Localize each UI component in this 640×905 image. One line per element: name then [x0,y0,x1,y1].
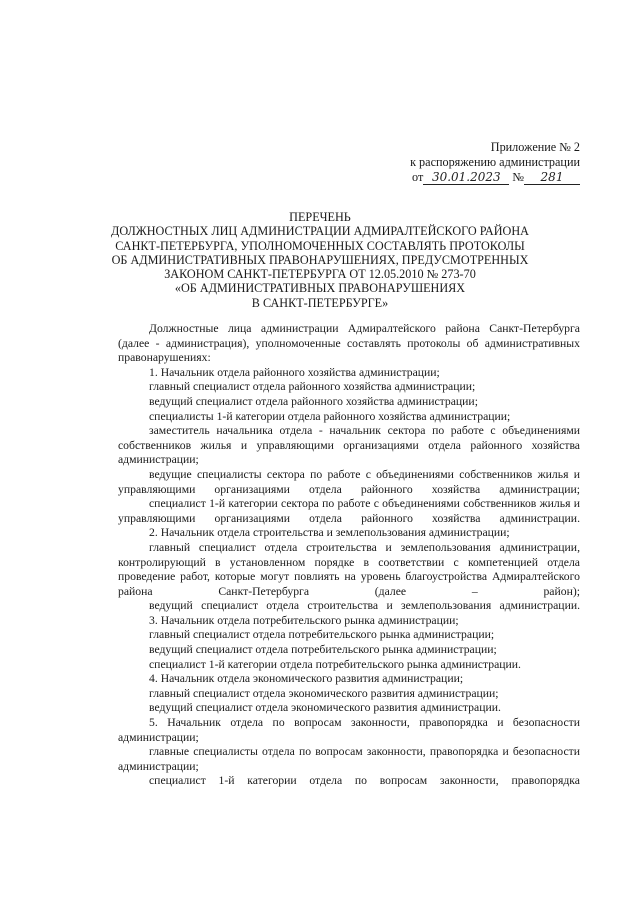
document-title [110,210,530,310]
list-item: 1. Начальник отдела районного хозяйства администрации; [149,365,440,379]
number-prefix: № [512,170,524,184]
document-body [118,322,580,789]
title-line: В САНКТ-ПЕТЕРБУРГЕ» [251,295,389,310]
list-item: главный специалист отдела районного хозяйства администрации; [149,380,476,394]
list-item: специалист 1-й категории отдела по вопросам законности, правопорядка [149,774,580,788]
intro-paragraph: Должностные лица администрации Адмиралтейского района Санкт-Петербурга (далее - администрация), уполномоченные составлять протоколы об административных правонарушениях: [118,322,580,365]
appendix-reference: к распоряжению администрации [410,155,580,169]
list-item: 2. Начальник отдела строительства и землепользования администрации; [149,526,510,540]
list-item: специалист 1-й категории отдела потребительского рынка администрации. [149,657,521,671]
list-item: ведущий специалист отдела строительства и землепользования администрации. [149,599,580,613]
title-line: САНКТ-ПЕТЕРБУРГА, УПОЛНОМОЧЕННЫХ СОСТАВЛЯТЬ ПРОТОКОЛЫ [115,238,525,253]
list-item: 5. Начальник отдела по вопросам законности, правопорядка и безопасности администрации; [118,716,580,744]
list-item: главный специалист отдела строительства и землепользования администрации, контролирующий в установленном порядке в соответствии с компетенцией отдела проведение работ, которые могут повлиять на уровень благоустройства Адмиралтейского района Санкт-Петербурга (далее – район); [118,540,580,598]
list-item: 4. Начальник отдела экономического развития администрации; [149,672,464,686]
title-line: ЗАКОНОМ САНКТ-ПЕТЕРБУРГА ОТ 12.05.2010 № 273-70 [164,267,476,282]
appendix-block [410,140,580,185]
list-item: ведущий специалист отдела районного хозяйства администрации; [149,394,478,408]
handwritten-date: 30.01.2023 [423,171,509,185]
appendix-date-line [410,170,580,185]
title-line: ПЕРЕЧЕНЬ [289,210,351,224]
list-item: главные специалисты отдела по вопросам законности, правопорядка и безопасности администрации; [118,745,580,773]
list-item: ведущие специалисты сектора по работе с объединениями собственников жилья и управляющими организациями отдела районного хозяйства администрации; [118,467,580,496]
list-item: главный специалист отдела потребительского рынка администрации; [149,628,495,642]
list-item: ведущий специалист отдела потребительского рынка администрации; [149,643,497,657]
list-item: главный специалист отдела экономического развития администрации; [149,686,499,700]
handwritten-number: 281 [524,171,580,185]
list-item: специалист 1-й категории сектора по работе с объединениями собственников жилья и управляющими организациями отдела районного хозяйства администрации. [118,497,580,525]
list-item: ведущий специалист отдела экономического развития администрации. [149,701,501,715]
list-item: заместитель начальника отдела - начальник сектора по работе с объединениями собственников жилья и управляющими организациями отдела районного хозяйства администрации; [118,424,580,467]
date-prefix: от [412,170,424,184]
appendix-label: Приложение № 2 [490,140,580,154]
title-line: ДОЛЖНОСТНЫХ ЛИЦ АДМИНИСТРАЦИИ АДМИРАЛТЕЙСКОГО РАЙОНА [111,224,529,239]
list-item: специалисты 1-й категории отдела районного хозяйства администрации; [149,409,511,423]
list-item: 3. Начальник отдела потребительского рынка администрации; [149,613,459,627]
title-line: «ОБ АДМИНИСТРАТИВНЫХ ПРАВОНАРУШЕНИЯХ [174,281,466,296]
title-line: ОБ АДМИНИСТРАТИВНЫХ ПРАВОНАРУШЕНИЯХ, ПРЕДУСМОТРЕННЫХ [111,252,529,267]
